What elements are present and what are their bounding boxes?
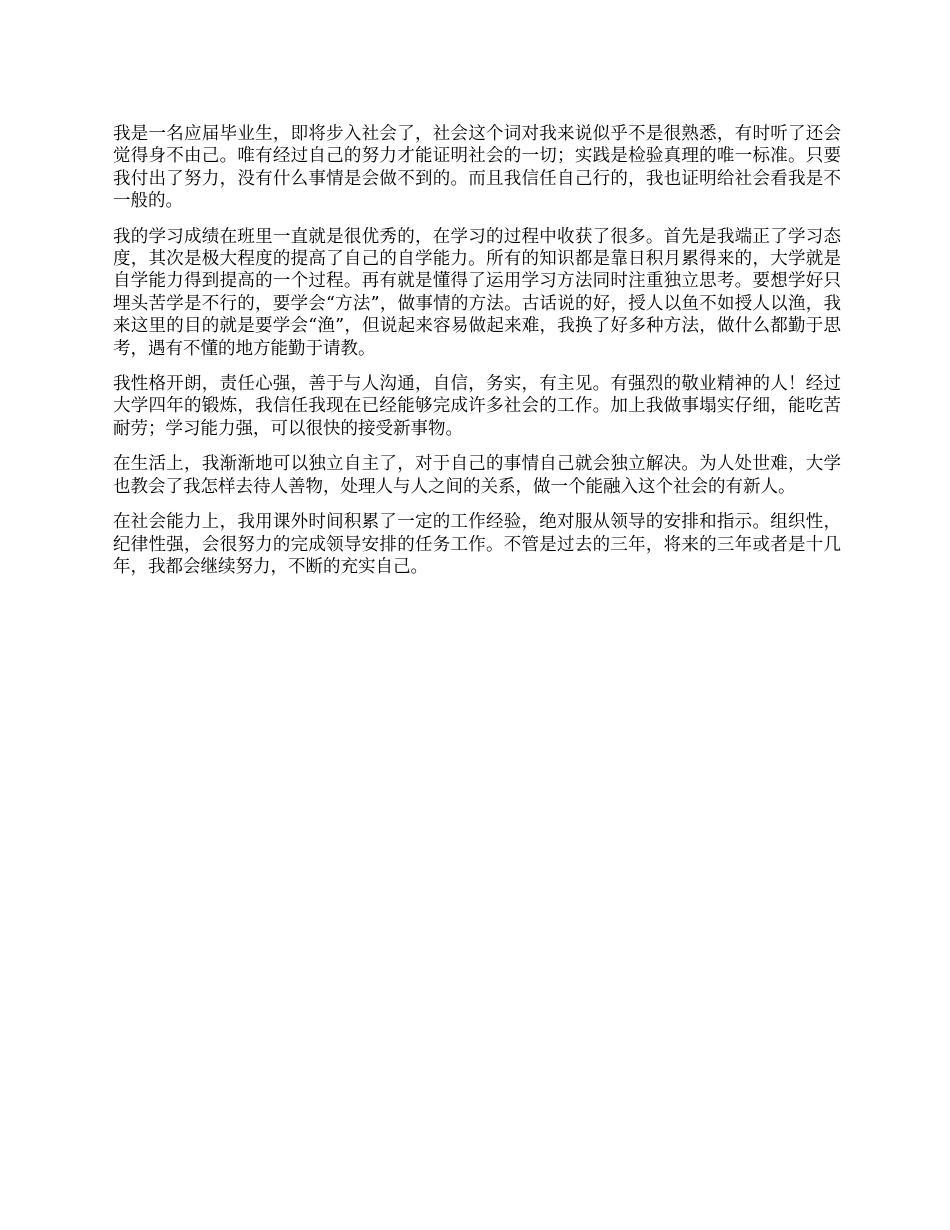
paragraph-graduate-intro: 我是一名应届毕业生，即将步入社会了，社会这个词对我来说似乎不是很熟悉，有时听了还会觉得身不由己。唯有经过自己的努力才能证明社会的一切；实践是检验真理的唯一标准。只要我付出了努力，没有什么事情是会做不到的。而且我信任自己行的，我也证明给社会看我是不一般的。 [113,124,841,212]
paragraph-social-ability: 在社会能力上，我用课外时间积累了一定的工作经验，绝对服从领导的安排和指示。组织性，纪律性强，会很努力的完成领导安排的任务工作。不管是过去的三年，将来的三年或者是十几年，我都会继续努力，不断的充实自己。 [113,512,841,577]
document-body [113,123,841,591]
paragraph-personality: 我性格开朗，责任心强，善于与人沟通，自信，务实，有主见。有强烈的敬业精神的人！经过大学四年的锻炼，我信任我现在已经能够完成许多社会的工作。加上我做事塌实仔细，能吃苦耐劳；学习能力强，可以很快的接受新事物。 [113,374,841,439]
paragraph-life: 在生活上，我渐渐地可以独立自主了，对于自己的事情自己就会独立解决。为人处世难，大学也教会了我怎样去待人善物，处理人与人之间的关系，做一个能融入这个社会的有新人。 [113,454,841,497]
paragraph-study: 我的学习成绩在班里一直就是很优秀的，在学习的过程中收获了很多。首先是我端正了学习态度，其次是极大程度的提高了自己的自学能力。所有的知识都是靠日积月累得来的，大学就是自学能力得到提高的一个过程。再有就是懂得了运用学习方法同时注重独立思考。要想学好只埋头苦学是不行的，要学会“方法”，做事情的方法。古话说的好，授人以鱼不如授人以渔，我来这里的目的就是要学会“渔”，但说起来容易做起来难，我换了好多种方法，做什么都勤于思考，遇有不懂的地方能勤于请教。 [113,226,841,359]
